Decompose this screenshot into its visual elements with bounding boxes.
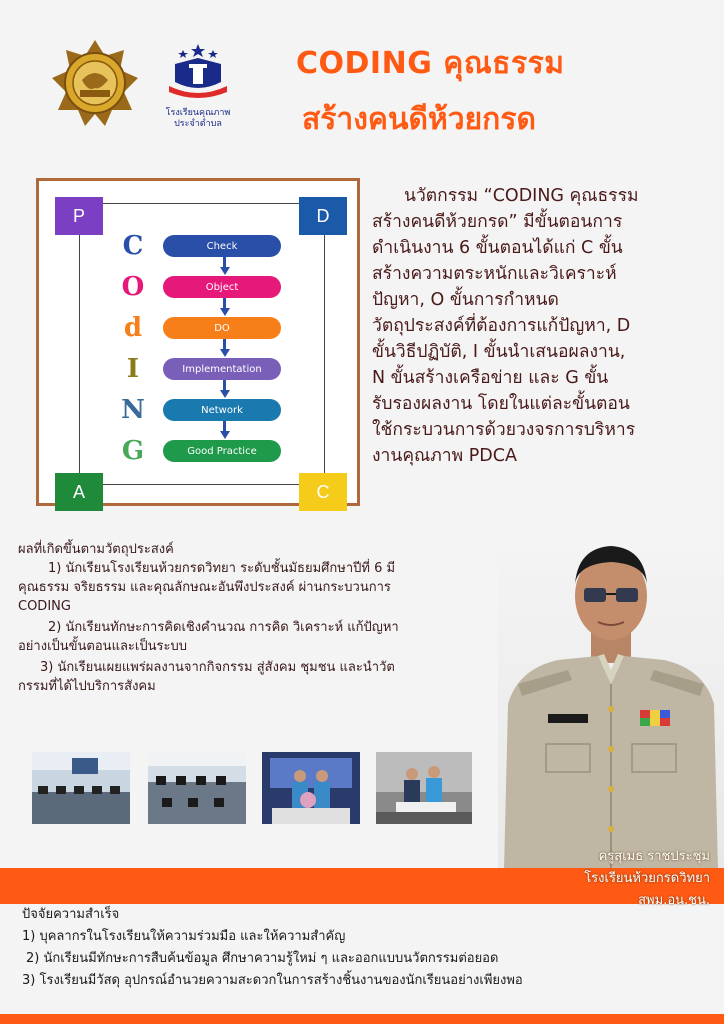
school-logo-caption-1: โรงเรียนคุณภาพ [165, 108, 231, 118]
teacher-name: ครูสุเมธ ราชประชุม [598, 849, 710, 864]
step-1-pill: Check [163, 235, 281, 257]
innovation-description [372, 183, 708, 469]
factor-item-1: 1) บุคลากรในโรงเรียนให้ความร่วมมือ และให้ความสำคัญ [22, 929, 346, 944]
result-item-2-line-1: 2) นักเรียนทักษะการคิดเชิงคำนวณ การคิด วิเคราะห์ แก้ปัญหา [48, 620, 399, 635]
activity-photo-2 [148, 752, 246, 824]
activity-photo-4 [376, 752, 472, 824]
description-line: สร้างคนดีห้วยกรด” มีขั้นตอนการ [372, 212, 623, 232]
results-section [18, 540, 498, 696]
school-logo-icon [163, 42, 233, 104]
school-logo [158, 42, 238, 132]
teacher-photo [498, 534, 724, 870]
factor-item-3: 3) โรงเรียนมีวัสดุ อุปกรณ์อำนวยความสะดวกในการสร้างชิ้นงานของนักเรียนอย่างเพียงพอ [22, 973, 523, 988]
description-line: ขั้นวิธีปฏิบัติ, I ขั้นนำเสนอผลงาน, [372, 342, 626, 362]
corner-a-box [55, 473, 103, 511]
description-line: นวัตกรรม “CODING คุณธรรม [404, 186, 639, 206]
step-3-pill: DO [163, 317, 281, 339]
corner-d-label: D [316, 205, 330, 226]
step-2-letter: O [121, 272, 145, 302]
seal-emblem-icon [50, 38, 140, 128]
step-arrow-down-icon [220, 267, 230, 275]
step-arrow-down-icon [220, 349, 230, 357]
corner-c-label: C [316, 481, 330, 502]
description-line: รับรองผลงาน โดยในแต่ละขั้นตอน [372, 394, 630, 414]
page-title-line-2: สร้างคนดีห้วยกรด [302, 102, 536, 137]
corner-p-box [55, 197, 103, 235]
step-4-letter: I [126, 354, 140, 384]
step-1-letter: C [122, 231, 144, 261]
step-arrow-down-icon [220, 390, 230, 398]
description-line: ใช้กระบวนการด้วยวงจรการบริหาร [372, 420, 636, 440]
description-line: สร้างความตระหนักและวิเคราะห์ [372, 264, 617, 284]
description-line: ดำเนินงาน 6 ขั้นตอนได้แก่ C ขั้น [372, 238, 623, 258]
description-line: ปัญหา, O ขั้นการกำหนด [372, 290, 559, 310]
activity-photo-1 [32, 752, 130, 824]
school-logo-caption-2: ประจำตำบล [174, 119, 222, 129]
step-arrow-down-icon [220, 431, 230, 439]
corner-c-box [299, 473, 347, 511]
step-arrow-down-icon [220, 308, 230, 316]
corner-a-label: A [72, 481, 85, 502]
teacher-office: สพม.อน.ชน. [638, 893, 710, 908]
step-6-letter: G [121, 436, 145, 466]
bottom-accent-line [0, 1014, 724, 1024]
corner-d-box [299, 197, 347, 235]
description-line: งานคุณภาพ PDCA [372, 446, 517, 466]
result-item-1-line-2: คุณธรรม จริยธรรม และคุณลักษณะอันพึงประสงค์ ผ่านกระบวนการ [18, 580, 391, 595]
result-item-2-line-2: อย่างเป็นขั้นตอนและเป็นระบบ [18, 639, 187, 654]
step-5-letter: N [121, 395, 145, 425]
result-item-3-line-2: กรรมที่ได้ไปบริการสังคม [18, 679, 156, 694]
description-line: วัตถุประสงค์ที่ต้องการแก้ปัญหา, D [372, 316, 631, 336]
success-factors [22, 904, 712, 992]
activity-photo-3 [262, 752, 360, 824]
factors-heading: ปัจจัยความสำเร็จ [22, 907, 120, 922]
coding-pdca-diagram [36, 178, 360, 506]
page-title-line-1: CODING คุณธรรม [296, 46, 565, 81]
step-3-letter: d [123, 313, 143, 343]
result-item-1-line-1: 1) นักเรียนโรงเรียนห้วยกรดวิทยา ระดับชั้นมัธยมศึกษาปีที่ 6 มี [48, 561, 396, 576]
description-line: N ขั้นสร้างเครือข่าย และ G ขั้น [372, 368, 609, 388]
factor-item-2: 2) นักเรียนมีทักษะการสืบค้นข้อมูล ศึกษาความรู้ใหม่ ๆ และออกแบบนวัตกรรมต่อยอด [26, 951, 499, 966]
step-5-pill: Network [163, 399, 281, 421]
results-heading: ผลที่เกิดขึ้นตามวัตถุประสงค์ [18, 542, 174, 557]
result-item-1-line-3: CODING [18, 599, 71, 614]
teacher-caption [584, 846, 710, 912]
teacher-school: โรงเรียนห้วยกรดวิทยา [584, 871, 710, 886]
step-6-pill: Good Practice [163, 440, 281, 462]
corner-p-label: P [72, 205, 85, 226]
result-item-3-line-1: 3) นักเรียนเผยแพร่ผลงานจากกิจกรรม สู่สังคม ชุมชน และนำวัต [40, 660, 395, 675]
step-2-pill: Object [163, 276, 281, 298]
step-4-pill: Implementation [163, 358, 281, 380]
